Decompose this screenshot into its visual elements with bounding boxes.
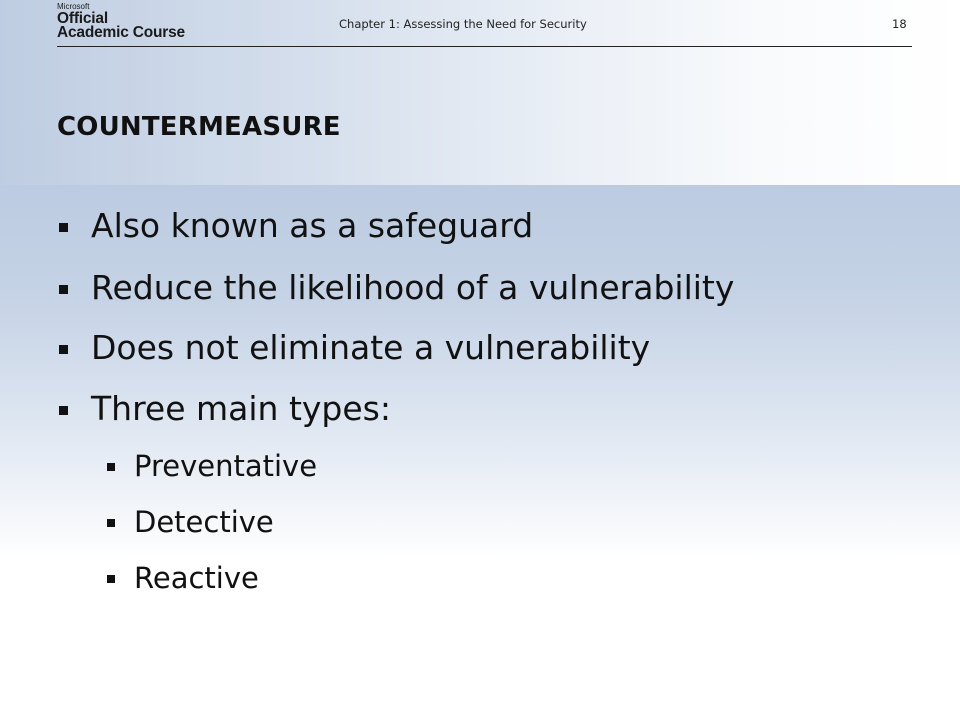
square-bullet-icon xyxy=(107,519,115,527)
header-divider xyxy=(57,46,912,47)
sub-bullet-text: Preventative xyxy=(134,449,318,483)
square-bullet-icon xyxy=(59,223,68,232)
page-number: 18 xyxy=(892,17,907,31)
square-bullet-icon xyxy=(59,285,68,294)
chapter-title: Chapter 1: Assessing the Need for Security xyxy=(339,17,587,31)
bullet-text: Does not eliminate a vulnerability xyxy=(91,328,651,367)
square-bullet-icon xyxy=(107,463,115,471)
bullet-text: Three main types: xyxy=(91,389,391,428)
square-bullet-icon xyxy=(59,345,68,354)
bullet-text: Also known as a safeguard xyxy=(91,206,534,245)
sub-bullet-text: Reactive xyxy=(134,561,259,595)
sub-bullet-text: Detective xyxy=(134,505,274,539)
logo-brand: Microsoft xyxy=(57,2,90,11)
microsoft-official-academic-course-logo xyxy=(57,3,185,40)
square-bullet-icon xyxy=(59,406,68,415)
slide-title: COUNTERMEASURE xyxy=(57,112,341,142)
logo-line-2: Academic Course xyxy=(57,24,185,41)
square-bullet-icon xyxy=(107,575,115,583)
bullet-text: Reduce the likelihood of a vulnerability xyxy=(91,268,735,307)
logo-line-1: Official xyxy=(57,10,108,27)
